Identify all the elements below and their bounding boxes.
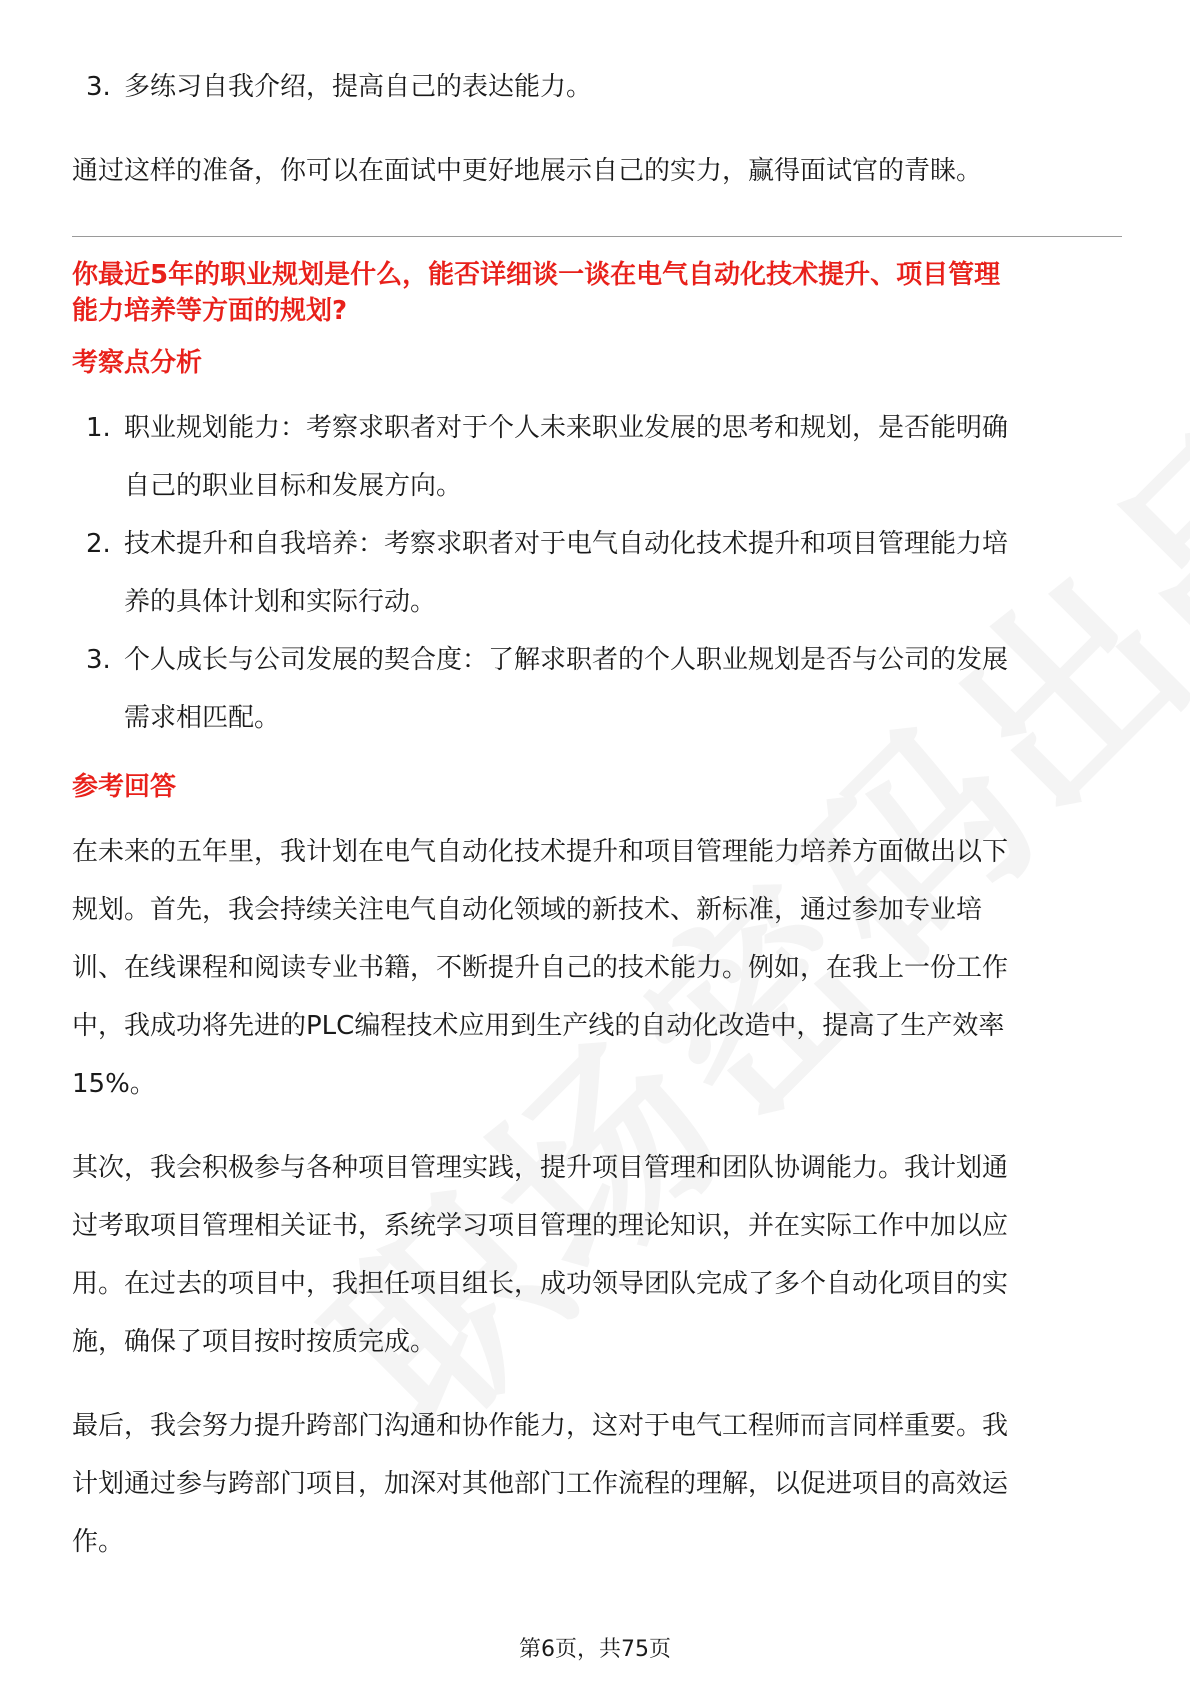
paragraph-line: 规划。首先，我会持续关注电气自动化领域的新技术、新标准，通过参加专业培	[72, 895, 983, 925]
analysis-item-1	[72, 399, 1122, 515]
answer-paragraph-2	[72, 1139, 1122, 1371]
section-divider	[72, 236, 1122, 237]
list-text-line: 自己的职业目标和发展方向。	[124, 471, 463, 501]
list-text-line: 需求相匹配。	[124, 703, 281, 733]
question-line-1: 你最近5年的职业规划是什么，能否详细谈一谈在电气自动化技术提升、项目管理	[72, 260, 1001, 290]
paragraph-line: 最后，我会努力提升跨部门沟通和协作能力，这对于电气工程师而言同样重要。我	[72, 1411, 1009, 1441]
paragraph-line: 用。在过去的项目中，我担任项目组长，成功领导团队完成了多个自动化项目的实	[72, 1269, 1009, 1299]
question-line-2: 能力培养等方面的规划?	[72, 296, 348, 326]
paragraph-line: 中，我成功将先进的PLC编程技术应用到生产线的自动化改造中，提高了生产效率	[72, 1011, 1005, 1041]
list-number: 1.	[86, 413, 111, 443]
list-text-line: 职业规划能力：考察求职者对于个人未来职业发展的思考和规划，是否能明确	[124, 413, 1009, 443]
list-text-line: 养的具体计划和实际行动。	[124, 587, 437, 617]
list-number: 3.	[86, 645, 111, 675]
answer-paragraph-1	[72, 823, 1122, 1113]
paragraph-line: 训、在线课程和阅读专业书籍，不断提升自己的技术能力。例如，在我上一份工作	[72, 953, 1009, 983]
list-number: 3.	[86, 72, 111, 102]
paragraph-line: 计划通过参与跨部门项目，加深对其他部门工作流程的理解，以促进项目的高效运	[72, 1469, 1009, 1499]
conclusion-paragraph: 通过这样的准备，你可以在面试中更好地展示自己的实力，赢得面试官的青睐。	[72, 156, 983, 186]
paragraph-line: 15%。	[72, 1069, 156, 1099]
answer-heading: 参考回答	[72, 772, 177, 802]
paragraph-line: 作。	[72, 1527, 125, 1557]
question-heading	[72, 257, 1122, 329]
list-text-line: 个人成长与公司发展的契合度：了解求职者的个人职业规划是否与公司的发展	[124, 645, 1009, 675]
page-footer: 第6页，共75页	[519, 1637, 671, 1662]
answer-paragraph-3	[72, 1397, 1122, 1571]
paragraph-line: 过考取项目管理相关证书，系统学习项目管理的理论知识，并在实际工作中加以应	[72, 1211, 1009, 1241]
analysis-item-3	[72, 631, 1122, 747]
page-content	[72, 58, 1122, 1571]
list-text: 多练习自我介绍，提高自己的表达能力。	[124, 72, 593, 102]
analysis-item-2	[72, 515, 1122, 631]
analysis-heading: 考察点分析	[72, 348, 203, 378]
list-text-line: 技术提升和自我培养：考察求职者对于电气自动化技术提升和项目管理能力培	[124, 529, 1009, 559]
paragraph-line: 施，确保了项目按时按质完成。	[72, 1327, 437, 1357]
list-item	[72, 58, 1122, 116]
paragraph-line: 其次，我会积极参与各种项目管理实践，提升项目管理和团队协调能力。我计划通	[72, 1153, 1009, 1183]
paragraph-line: 在未来的五年里，我计划在电气自动化技术提升和项目管理能力培养方面做出以下	[72, 837, 1009, 867]
list-number: 2.	[86, 529, 111, 559]
